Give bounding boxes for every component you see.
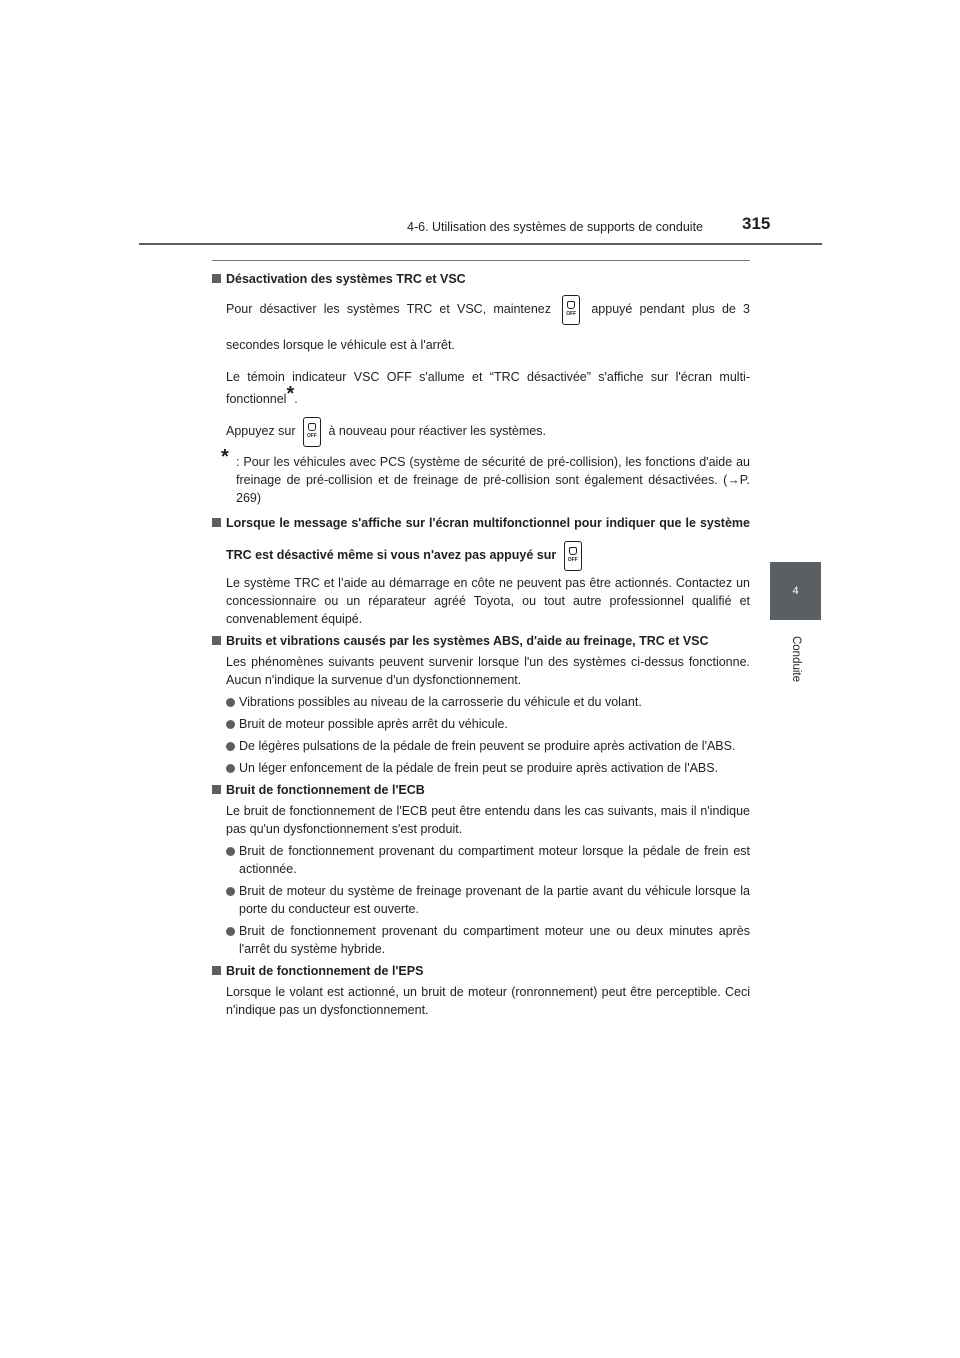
square-bullet-icon [212,966,221,975]
vsc-off-switch-icon [562,295,580,325]
icon-off-text: OFF [566,310,577,317]
paragraph: Les phénomènes suivants peuvent survenir lorsque l'un des systèmes ci-dessus fonctionne. Aucun n'indique la survenue d'un dysfonctionnement. [226,655,750,687]
list-item: Vibrations possibles au niveau de la carrosserie du véhicule et du volant. [212,693,750,711]
round-bullet-icon [226,927,235,936]
paragraph: Le témoin indicateur VSC OFF s'allume et “TRC désactivée” s'affiche sur l'écran multi-fonctionnel*. [226,370,750,406]
header-rule [139,243,822,245]
section-heading-noise-vibration: Bruits et vibrations causés par les systèmes ABS, d'aide au freinage, TRC et VSC [212,632,750,650]
vsc-off-switch-icon [303,417,321,447]
section-heading-eps-noise: Bruit de fonctionnement de l'EPS [212,962,750,980]
paragraph: Lorsque le volant est actionné, un bruit de moteur (ronronnement) peut être perceptible. Ceci n'indique pas un dysfonctionnement. [226,985,750,1017]
chapter-number: 4 [792,585,799,597]
paragraph: Le bruit de fonctionnement de l'ECB peut être entendu dans les cas suivants, mais il n'indique pas qu'un dysfonctionnement s'est produit. [226,804,750,836]
section-heading-trc-vsc-off: Désactivation des systèmes TRC et VSC [212,270,750,288]
round-bullet-icon [226,742,235,751]
list-item: Bruit de fonctionnement provenant du compartiment moteur une ou deux minutes après l'arrêt du système hybride. [212,922,750,958]
icon-off-text: OFF [306,432,317,439]
round-bullet-icon [226,764,235,773]
vsc-off-switch-icon [564,541,582,571]
chapter-label: Conduite [790,635,802,683]
square-bullet-icon [212,785,221,794]
chapter-tab [770,562,821,620]
round-bullet-icon [226,698,235,707]
square-bullet-icon [212,518,221,527]
paragraph: Pour désactiver les systèmes TRC et VSC, maintenez OFF appuyé pendant plus de 3 secondes lorsque le véhicule est à l'arrêt. [212,291,750,363]
header-title: 4-6. Utilisation des systèmes de supports de conduite [407,220,703,234]
round-bullet-icon [226,847,235,856]
section-heading-ecb-noise: Bruit de fonctionnement de l'ECB [212,781,750,799]
square-bullet-icon [212,636,221,645]
list-item: Bruit de moteur possible après arrêt du véhicule. [212,715,750,733]
list-item: Bruit de moteur du système de freinage provenant de la partie avant du véhicule lorsque la porte du conducteur est ouverte. [212,882,750,918]
section-rule [212,260,750,261]
footnote-marker: * [286,383,295,405]
paragraph: Appuyez sur OFF à nouveau pour réactiver les systèmes. [212,413,750,449]
paragraph: Le système TRC et l’aide au démarrage en côte ne peuvent pas être actionnés. Contactez un concessionnaire ou un réparateur agréé Toyota, ou tout autre professionnel qualifié et convenablement équipé. [226,576,750,626]
square-bullet-icon [212,274,221,283]
list-item: De légères pulsations de la pédale de frein peuvent se produire après activation de l'ABS. [212,737,750,755]
footnote-marker: * [221,446,229,468]
footnote: * : Pour les véhicules avec PCS (système de sécurité de pré-collision), les fonctions d'aide au freinage de pré-collision et de freinage de pré-collision sont également désactivées. (→P. 269) [221,446,750,505]
list-item: Bruit de fonctionnement provenant du compartiment moteur lorsque la pédale de frein est actionnée. [212,842,750,878]
section-heading-trc-message: Lorsque le message s'affiche sur l'écran multifonctionnel pour indiquer que le système TRC est désactivé même si vous n'avez pas appuyé sur OFF [212,507,750,571]
list-item: Un léger enfoncement de la pédale de frein peut se produire après activation de l'ABS. [212,759,750,777]
icon-off-text: OFF [567,556,578,563]
round-bullet-icon [226,887,235,896]
page-number: 315 [742,214,771,233]
page-content [212,266,750,1019]
round-bullet-icon [226,720,235,729]
